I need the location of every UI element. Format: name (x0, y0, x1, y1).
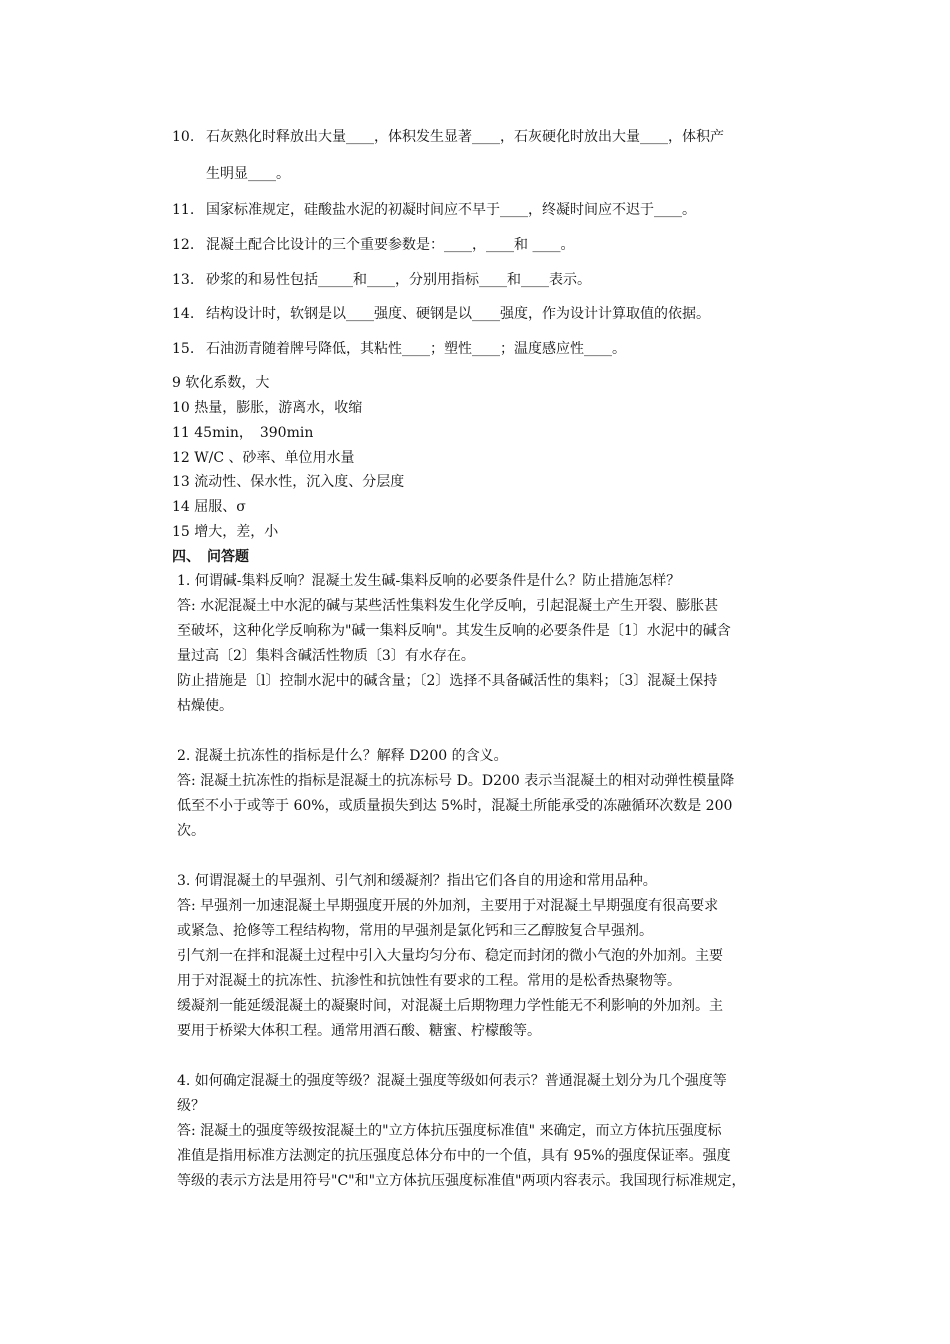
qa-line: 级？ (177, 1098, 205, 1114)
answer-11: 11 45min， 390min (172, 425, 314, 441)
qa-line: 次。 (177, 823, 205, 839)
question-number: 14. (172, 306, 195, 322)
qa-line: 答: 早强剂一加速混凝土早期强度开展的外加剂，主要用于对混凝土早期强度有很高要求 (177, 898, 719, 914)
qa-item-3 (177, 869, 827, 1044)
question-text: 结构设计时，软钢是以____强度、硬钢是以____强度，作为设计计算取值的依据。 (206, 306, 710, 322)
qa-line: 4. 如何确定混凝土的强度等级？混凝土强度等级如何表示？普通混凝土划分为几个强度等 (177, 1073, 727, 1089)
qa-line: 至破坏，这种化学反响称为"碱一集料反响"。其发生反响的必要条件是〔1〕水泥中的碱含 (177, 623, 731, 639)
spacer (177, 844, 827, 869)
fill-question-12 (172, 235, 574, 255)
qa-line: 用于对混凝土的抗冻性、抗渗性和抗蚀性有要求的工程。常用的是松香热聚物等。 (177, 973, 681, 989)
question-number: 15. (172, 341, 195, 357)
qa-item-2 (177, 744, 827, 844)
qa-line: 答: 混凝土的强度等级按混凝土的"立方体抗压强度标准值" 来确定，而立方体抗压强度标 (177, 1123, 722, 1139)
qa-line: 3. 何谓混凝土的早强剂、引气剂和缓凝剂？指出它们各自的用途和常用品种。 (177, 873, 657, 889)
answer-15: 15 增大，差，小 (172, 524, 279, 540)
spacer (177, 1044, 827, 1069)
fill-question-10 (172, 127, 724, 147)
fill-question-10-continuation: 生明显____。 (206, 166, 290, 182)
qa-line: 低至不小于或等于 60%，或质量损失到达 5%时，混凝土所能承受的冻融循环次数是 200 (177, 798, 733, 814)
question-number: 12. (172, 237, 195, 253)
question-number: 13. (172, 272, 195, 288)
question-number: 10. (172, 129, 195, 145)
section-heading: 四、 问答题 (172, 549, 249, 565)
qa-line: 要用于桥梁大体积工程。通常用酒石酸、糖蜜、柠檬酸等。 (177, 1023, 541, 1039)
spacer (177, 719, 827, 744)
qa-line: 2. 混凝土抗冻性的指标是什么？解释 D200 的含义。 (177, 748, 508, 764)
question-text: 石灰熟化时释放出大量____，体积发生显著____，石灰硬化时放出大量____，体积产 (206, 129, 724, 145)
answer-14: 14 屈服、σ (172, 499, 246, 515)
qa-line: 答: 水泥混凝土中水泥的碱与某些活性集料发生化学反响，引起混凝土产生开裂、膨胀甚 (177, 598, 719, 614)
answer-9: 9 软化系数，大 (172, 375, 270, 391)
qa-line: 缓凝剂一能延缓混凝土的凝聚时间，对混凝土后期物理力学性能无不利影响的外加剂。主 (177, 998, 723, 1014)
answer-10: 10 热量，膨胀，游离水，收缩 (172, 400, 363, 416)
qa-line: 量过高〔2〕集料含碱活性物质〔3〕有水存在。 (177, 648, 475, 664)
question-text: 国家标准规定，硅酸盐水泥的初凝时间应不早于____，终凝时间应不迟于____。 (206, 202, 696, 218)
qa-item-1 (177, 569, 827, 719)
question-text: 石油沥青随着牌号降低，其粘性____；塑性____；温度感应性____。 (206, 341, 626, 357)
qa-section (177, 569, 827, 1194)
answer-13: 13 流动性、保水性，沉入度、分层度 (172, 474, 405, 490)
qa-line: 1. 何谓碱-集料反响？混凝土发生碱-集料反响的必要条件是什么？防止措施怎样？ (177, 573, 681, 589)
question-number: 11. (172, 202, 195, 218)
qa-line: 答: 混凝土抗冻性的指标是混凝土的抗冻标号 D。D200 表示当混凝土的相对动弹性模量降 (177, 773, 735, 789)
fill-question-15 (172, 339, 626, 359)
question-text: 混凝土配合比设计的三个重要参数是：____，____和 ____。 (206, 237, 575, 253)
question-text: 砂浆的和易性包括_____和____，分别用指标____和____表示。 (206, 272, 591, 288)
qa-line: 引气剂一在拌和混凝土过程中引入大量均匀分布、稳定而封闭的微小气泡的外加剂。主要 (177, 948, 723, 964)
fill-question-14 (172, 304, 710, 324)
qa-line: 或紧急、抢修等工程结构物，常用的早强剂是氯化钙和三乙醇胺复合早强剂。 (177, 923, 653, 939)
qa-line: 准值是指用标准方法测定的抗压强度总体分布中的一个值，具有 95%的强度保证率。强度 (177, 1148, 731, 1164)
fill-question-11 (172, 200, 696, 220)
answer-12: 12 W/C 、砂率、单位用水量 (172, 450, 355, 466)
fill-question-13 (172, 270, 591, 290)
qa-line: 等级的表示方法是用符号"C"和"立方体抗压强度标准值"两项内容表示。我国现行标准规定， (177, 1173, 746, 1189)
qa-item-4 (177, 1069, 827, 1194)
qa-line: 枯燥使。 (177, 698, 233, 714)
qa-line: 防止措施是〔l〕控制水泥中的碱含量；〔2〕选择不具备碱活性的集料；〔3〕混凝土保持 (177, 673, 718, 689)
